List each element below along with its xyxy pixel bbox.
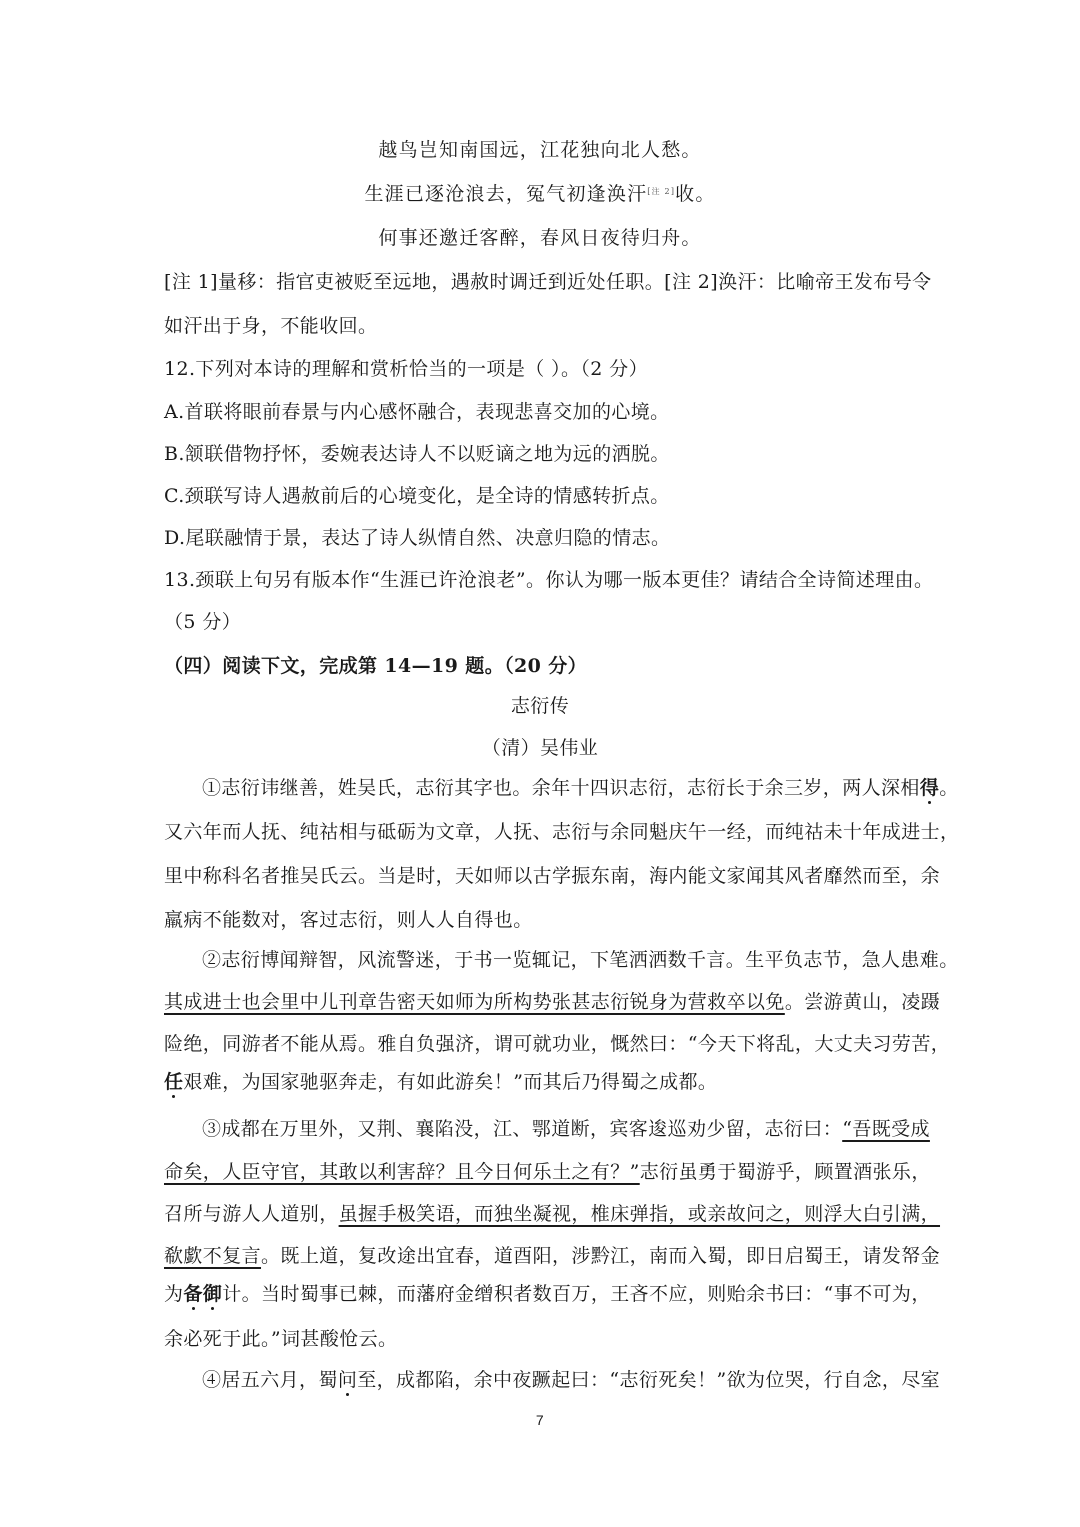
- underlined-sentence: 其成进士也会里中儿刊章告密天如师为所构势张甚志衍锐身为营救卒以免: [164, 991, 785, 1013]
- paragraph-4-text: ④居五六月，蜀: [202, 1369, 338, 1391]
- paragraph-3-text: 志衍虽勇于蜀游乎，顾置酒张乐，: [639, 1161, 931, 1183]
- dotted-char: 问: [337, 1369, 358, 1391]
- question-12-option-c: C.颈联写诗人遇赦前后的心境变化，是全诗的情感转折点。: [164, 485, 670, 507]
- poem-line-1: 越鸟岂知南国远，江花独向北人愁。: [378, 139, 702, 161]
- paragraph-3-text: 计。当时蜀事已棘，而藩府金缯积者数百万，王吝不应，则贻余书曰：“事不可为，: [222, 1283, 931, 1305]
- question-13-line-1: 13.颈联上句另有版本作“生涯已许沧浪老”。你认为哪一版本更佳？请结合全诗简述理由。: [164, 569, 934, 591]
- page-number: 7: [535, 1412, 545, 1428]
- underlined-sentence: 欷歔不复言: [164, 1245, 262, 1267]
- paragraph-3-line-2: [164, 1158, 931, 1186]
- paragraph-1-line-2: 又六年而人抚、纯祜相与砥砺为文章，人抚、志衍与余同魁庆午一经，而纯祜未十年成进士，: [164, 821, 960, 843]
- poem-line-2: [0, 180, 1080, 208]
- paragraph-3-line-6: 余必死于此。”词甚酸怆云。: [164, 1328, 398, 1350]
- paragraph-2-line-3: 险绝，同游者不能从焉。雅自负强济，谓可就功业，慨然曰：“今天下将乱，大丈夫习劳苦，: [164, 1033, 951, 1055]
- paragraph-1-line-1: [202, 774, 959, 802]
- underlined-sentence: 虽握手极笑语，而独坐凝视，椎床弹指，或亲故问之，则浮大白引满，: [338, 1203, 941, 1225]
- article-author: （清）吴伟业: [481, 737, 599, 759]
- poem-line-3: 何事还邀迁客醉，春风日夜待归舟。: [378, 227, 702, 249]
- dotted-char: 得: [919, 777, 940, 799]
- paragraph-4-line-1: [202, 1366, 940, 1394]
- paragraph-3-text: ③成都在万里外，又荆、襄陷没，江、鄂道断，宾客逡巡劝少留，志衍曰：: [202, 1118, 843, 1140]
- paragraph-2-line-4: [164, 1068, 717, 1096]
- paragraph-4-text: 至，成都陷，余中夜蹶起曰：“志衍死矣！”欲为位哭，行自念，尽室: [357, 1369, 941, 1391]
- poem-line-2-text-b: 收。: [675, 183, 716, 205]
- paragraph-1-punct: 。: [939, 777, 959, 799]
- question-12-option-b: B.颔联借物抒怀，委婉表达诗人不以贬谪之地为远的洒脱。: [164, 443, 670, 465]
- paragraph-3-line-1: [202, 1115, 930, 1143]
- poem-note-marker: [注 2]: [647, 187, 676, 196]
- paragraph-1-text: ①志衍讳继善，姓吴氏，志衍其字也。余年十四识志衍，志衍长于余三岁，两人深相: [202, 777, 920, 799]
- underlined-sentence: “吾既受成: [842, 1118, 930, 1140]
- article-title: 志衍传: [510, 695, 570, 717]
- question-12-option-d: D.尾联融情于景，表达了诗人纵情自然、决意归隐的情志。: [164, 527, 671, 549]
- notes-line-1: [注 1]量移：指官吏被贬至远地，遇赦时调迁到近处任职。[注 2]涣汗：比喻帝王发布号令: [164, 271, 932, 293]
- dotted-char: 任: [164, 1071, 184, 1093]
- paragraph-3-line-3: [164, 1200, 940, 1228]
- underlined-sentence: 命矣，人臣守官，其敢以利害辞？且今日何乐土之有？”: [164, 1161, 640, 1183]
- paragraph-1-line-4: 羸病不能数对，客过志衍，则人人自得也。: [164, 909, 533, 931]
- section-4-heading: （四）阅读下文，完成第 14—19 题。（20 分）: [164, 655, 588, 677]
- paragraph-1-line-3: 里中称科名者推吴氏云。当是时，天如师以古学振东南，海内能文家闻其风者靡然而至，余: [164, 865, 941, 887]
- paragraph-3-line-5: [164, 1280, 931, 1308]
- question-13-line-2: （5 分）: [164, 611, 242, 633]
- question-12-stem: 12.下列对本诗的理解和赏析恰当的一项是（ ）。（2 分）: [164, 358, 648, 380]
- paragraph-2-text: 。尝游黄山，凌蹑: [784, 991, 941, 1013]
- notes-line-2: 如汗出于身，不能收回。: [164, 315, 378, 337]
- paragraph-2-line-2: [164, 988, 940, 1016]
- dotted-char: 备: [183, 1283, 203, 1305]
- paragraph-3-line-4: [164, 1242, 940, 1270]
- paragraph-2-line-1: ②志衍博闻辩智，风流警迷，于书一览辄记，下笔洒洒数千言。生平负志节，急人患难。: [202, 949, 959, 971]
- dotted-char: 御: [202, 1283, 223, 1305]
- question-12-option-a: A.首联将眼前春景与内心感怀融合，表现悲喜交加的心境。: [164, 401, 670, 423]
- paragraph-3-text: 召所与游人人道别，: [164, 1203, 339, 1225]
- poem-line-2-text-a: 生涯已逐沧浪去，冤气初逢涣汗: [364, 183, 648, 205]
- paragraph-2-text: 艰难，为国家驰驱奔走，有如此游矣！”而其后乃得蜀之成都。: [183, 1071, 718, 1093]
- paragraph-3-text: 。既上道，复改途出宜春，道酉阳，涉黔江，南而入蜀，即日启蜀王，请发帑金: [261, 1245, 941, 1267]
- paragraph-3-text: 为: [164, 1283, 184, 1305]
